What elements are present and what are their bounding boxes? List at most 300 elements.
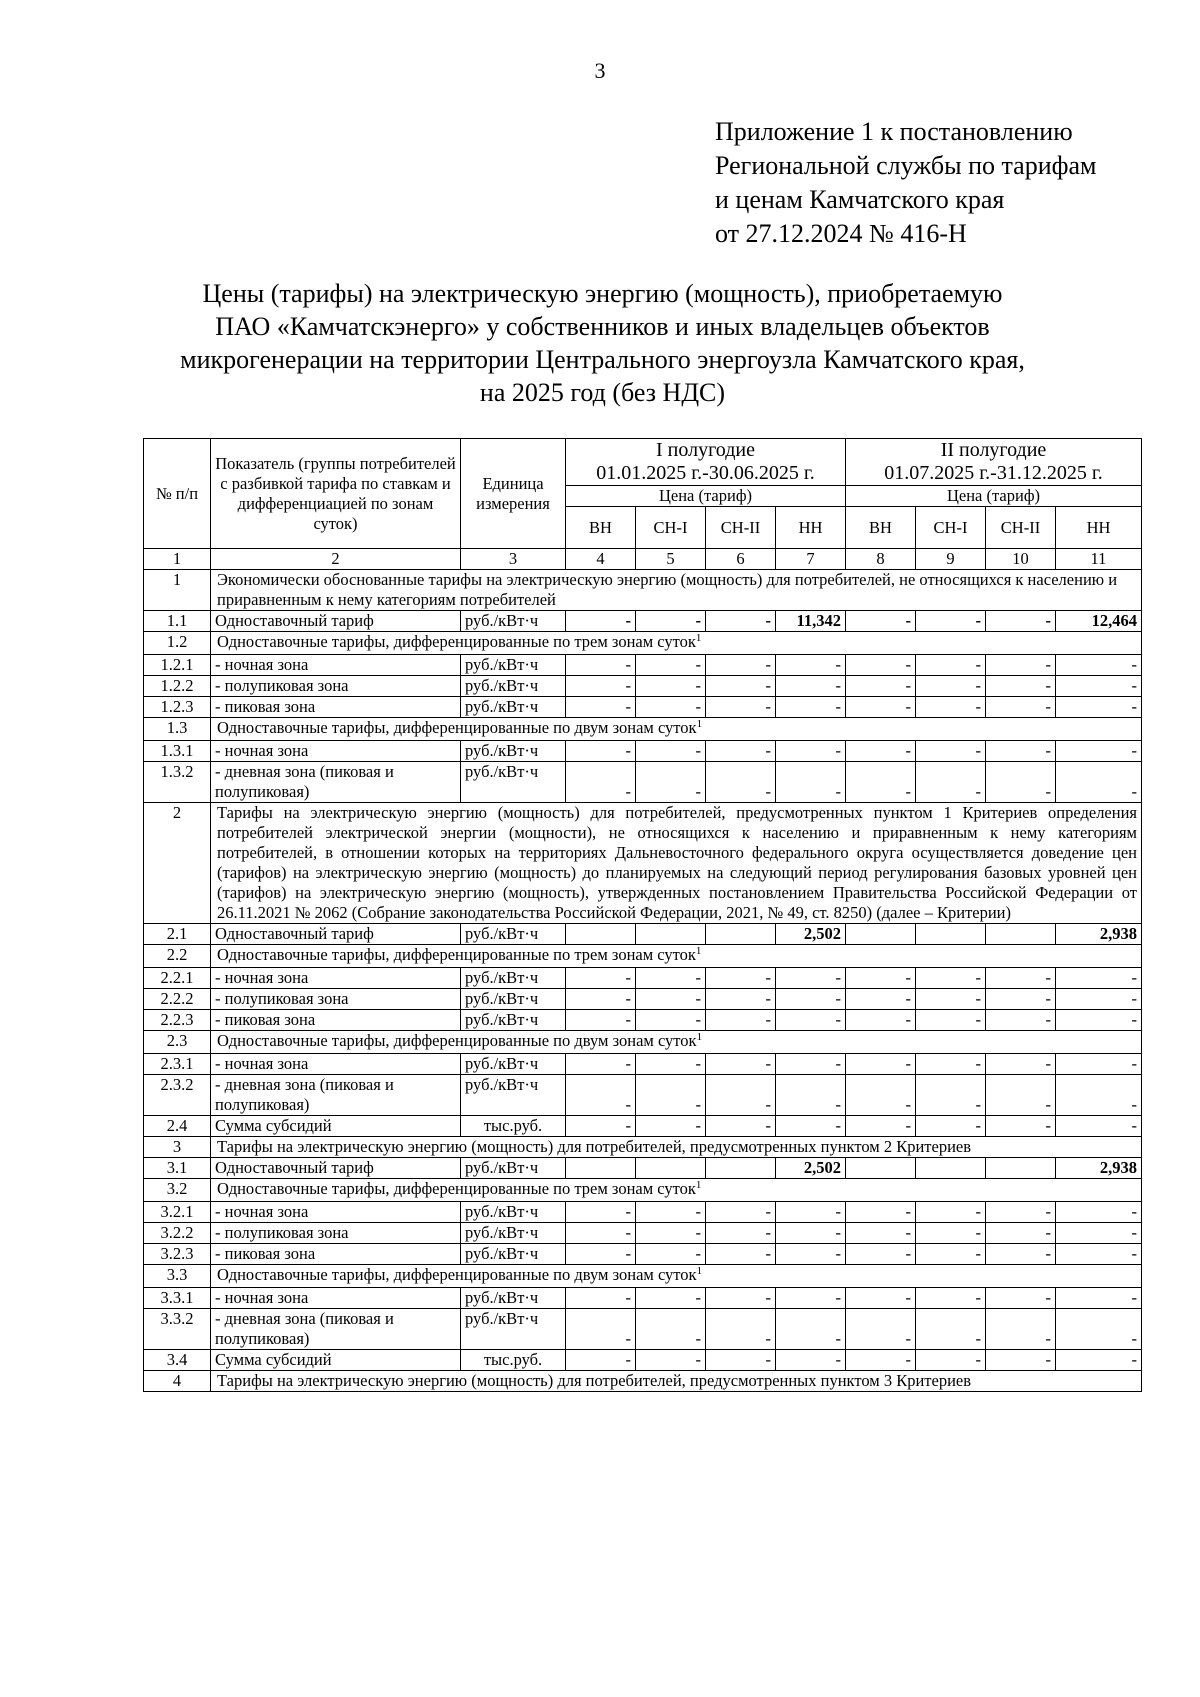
row-number: 2.2.2 (144, 989, 211, 1010)
group-title (211, 1265, 1142, 1288)
price-cell: - (706, 1202, 776, 1223)
row-unit: руб./кВт·ч (461, 1244, 566, 1265)
price-cell: - (916, 1010, 986, 1031)
row-name: Сумма субсидий (211, 1116, 461, 1137)
half2-title: II полугодие (940, 439, 1047, 461)
price-cell: - (566, 655, 636, 676)
column-index: 5 (636, 549, 706, 570)
row-name: - ночная зона (211, 968, 461, 989)
price-cell: - (1056, 1054, 1142, 1075)
row-text: Одноставочные тарифы, дифференцированные по двум зонам суток (217, 1031, 697, 1050)
price-cell: - (566, 989, 636, 1010)
document-title (140, 277, 1065, 409)
row-name: - дневная зона (пиковая и полупиковая) (211, 1309, 461, 1350)
row-unit: руб./кВт·ч (461, 1309, 566, 1350)
price-cell: - (566, 1350, 636, 1371)
price-cell: - (636, 989, 706, 1010)
table-row (144, 611, 1142, 632)
price-cell: - (566, 1244, 636, 1265)
price-cell: - (566, 1223, 636, 1244)
price-cell: - (1056, 1350, 1142, 1371)
row-number: 3.2.2 (144, 1223, 211, 1244)
row-unit: руб./кВт·ч (461, 697, 566, 718)
price-cell: - (636, 611, 706, 632)
appendix-line: Приложение 1 к постановлению (715, 117, 1073, 146)
header-half1 (566, 439, 846, 486)
column-index: 2 (211, 549, 461, 570)
title-line: на 2025 год (без НДС) (479, 378, 726, 407)
group-row (144, 1265, 1142, 1288)
price-cell: - (916, 762, 986, 803)
row-unit: тыс.руб. (461, 1350, 566, 1371)
price-cell: - (986, 1350, 1056, 1371)
price-cell: - (846, 968, 916, 989)
row-text: Тарифы на электрическую энергию (мощность) для потребителей, предусмотренных пунктом 3 Критериев (217, 1371, 972, 1390)
table-row (144, 697, 1142, 718)
table-body (144, 570, 1142, 1392)
price-cell: - (1056, 1223, 1142, 1244)
price-cell: - (636, 1350, 706, 1371)
price-cell: - (776, 968, 846, 989)
row-number: 2 (144, 803, 211, 924)
price-cell: - (706, 1116, 776, 1137)
price-cell: - (636, 1202, 706, 1223)
appendix-line: Региональной службы по тарифам (715, 151, 1097, 180)
row-text: Тарифы на электрическую энергию (мощность) для потребителей, предусмотренных пунктом 1 Критериев определения потребителей электрической энергии (мощности), не относящихся к населению и приравненным к нему категориям потребителей, в отношении которых на территориях Дальневосточного федерального округа осуществляется доведение цен (тарифов) на электрическую энергию (мощность) до планируемых на следующий период регулирования базовых уровней цен (тарифов) на электрическую энергию (мощность), утвержденных постановлением Правительства Российской Федерации от 26.11.2021 № 2062 (Собрание законодательства Российской Федерации, 2021, № 49, ст. 8250) (далее – Критерии) (217, 803, 1137, 922)
price-cell: - (916, 1116, 986, 1137)
price-cell: - (776, 1244, 846, 1265)
price-cell: - (846, 1202, 916, 1223)
section-row (144, 1371, 1142, 1392)
header-unit: Единица измерения (461, 439, 566, 549)
price-cell: - (916, 1244, 986, 1265)
price-cell: - (776, 1223, 846, 1244)
price-cell: - (706, 1054, 776, 1075)
price-cell (846, 924, 916, 945)
price-cell: - (636, 1288, 706, 1309)
title-line: Цены (тарифы) на электрическую энергию (мощность), приобретаемую (202, 279, 1003, 308)
group-row (144, 945, 1142, 968)
row-number: 1.2.2 (144, 676, 211, 697)
header-level: НН (776, 507, 846, 549)
price-cell: - (706, 989, 776, 1010)
price-cell (916, 1158, 986, 1179)
row-unit: руб./кВт·ч (461, 1223, 566, 1244)
footnote-mark: 1 (695, 1179, 702, 1191)
price-cell: - (636, 1244, 706, 1265)
price-cell: - (636, 1309, 706, 1350)
price-cell: - (986, 1054, 1056, 1075)
table-row (144, 1309, 1142, 1350)
row-number: 3.3.2 (144, 1309, 211, 1350)
footnote-mark: 1 (695, 632, 702, 644)
header-level: СН-II (706, 507, 776, 549)
row-name: - пиковая зона (211, 1244, 461, 1265)
title-line: ПАО «Камчатскэнерго» у собственников и иных владельцев объектов (215, 312, 990, 341)
appendix-reference (715, 115, 1096, 251)
price-cell: - (776, 741, 846, 762)
half1-period: 01.01.2025 г.-30.06.2025 г. (596, 462, 815, 484)
price-cell: - (636, 1116, 706, 1137)
price-cell: - (1056, 1116, 1142, 1137)
price-cell: - (636, 1223, 706, 1244)
row-number: 3 (144, 1137, 211, 1158)
price-cell: - (986, 697, 1056, 718)
price-cell: - (986, 1075, 1056, 1116)
price-cell: - (566, 1010, 636, 1031)
price-cell: - (776, 655, 846, 676)
row-number: 2.3 (144, 1031, 211, 1054)
price-cell: - (706, 762, 776, 803)
price-cell: - (1056, 697, 1142, 718)
row-name: - дневная зона (пиковая и полупиковая) (211, 1075, 461, 1116)
appendix-line: и ценам Камчатского края (715, 185, 1005, 214)
column-index: 10 (986, 549, 1056, 570)
row-number: 1.3.1 (144, 741, 211, 762)
row-name: - ночная зона (211, 1202, 461, 1223)
header-level: СН-II (986, 507, 1056, 549)
row-text: Одноставочные тарифы, дифференцированные по двум зонам суток (217, 718, 697, 737)
price-cell: - (566, 741, 636, 762)
price-cell: - (636, 1075, 706, 1116)
price-cell: - (636, 741, 706, 762)
row-unit: руб./кВт·ч (461, 676, 566, 697)
price-cell: - (566, 1075, 636, 1116)
table-row (144, 1116, 1142, 1137)
price-cell: - (916, 741, 986, 762)
row-number: 1.1 (144, 611, 211, 632)
row-number: 3.4 (144, 1350, 211, 1371)
table-row (144, 1010, 1142, 1031)
row-name: - полупиковая зона (211, 676, 461, 697)
row-text: Одноставочные тарифы, дифференцированные по трем зонам суток (217, 945, 696, 964)
price-cell: - (916, 611, 986, 632)
price-cell: - (916, 697, 986, 718)
price-cell (986, 1158, 1056, 1179)
column-index: 8 (846, 549, 916, 570)
header-level: СН-I (636, 507, 706, 549)
header-half2 (846, 439, 1142, 486)
price-cell: - (846, 697, 916, 718)
row-number: 1 (144, 570, 211, 611)
section-title (211, 570, 1142, 611)
price-cell: - (566, 676, 636, 697)
row-name: Одноставочный тариф (211, 611, 461, 632)
price-cell: - (636, 697, 706, 718)
row-number: 3.3 (144, 1265, 211, 1288)
table-row (144, 1202, 1142, 1223)
price-cell: - (636, 1054, 706, 1075)
price-cell: - (846, 741, 916, 762)
price-cell: - (776, 1202, 846, 1223)
price-cell: 2,502 (776, 1158, 846, 1179)
price-cell: - (1056, 762, 1142, 803)
table-row (144, 968, 1142, 989)
price-cell: - (986, 1244, 1056, 1265)
price-cell: - (706, 1244, 776, 1265)
table-row (144, 924, 1142, 945)
footnote-mark: 1 (696, 1031, 703, 1043)
table-row (144, 1158, 1142, 1179)
page-number: 3 (594, 58, 606, 83)
table-row (144, 741, 1142, 762)
row-text: Одноставочные тарифы, дифференцированные по двум зонам суток (217, 1265, 697, 1284)
footnote-mark: 1 (695, 945, 702, 957)
row-number: 3.2 (144, 1179, 211, 1202)
row-number: 1.2 (144, 632, 211, 655)
price-cell: - (706, 1223, 776, 1244)
price-cell: - (916, 1350, 986, 1371)
price-cell: - (916, 1223, 986, 1244)
price-cell: - (776, 1010, 846, 1031)
price-cell: - (916, 1288, 986, 1309)
row-number: 2.2 (144, 945, 211, 968)
price-cell: - (916, 655, 986, 676)
price-cell: - (776, 1350, 846, 1371)
price-cell (566, 924, 636, 945)
table-row (144, 1223, 1142, 1244)
price-cell (636, 924, 706, 945)
row-unit: тыс.руб. (461, 1116, 566, 1137)
price-cell: - (986, 611, 1056, 632)
price-cell: - (846, 1350, 916, 1371)
appendix-line: от 27.12.2024 № 416-Н (715, 219, 967, 248)
price-cell: - (706, 1309, 776, 1350)
row-number: 1.2.1 (144, 655, 211, 676)
price-cell: - (986, 1309, 1056, 1350)
row-number: 4 (144, 1371, 211, 1392)
price-cell: - (986, 1116, 1056, 1137)
price-cell: - (776, 1075, 846, 1116)
price-cell: - (776, 676, 846, 697)
price-cell: - (986, 655, 1056, 676)
price-cell: - (706, 676, 776, 697)
price-cell: - (706, 1350, 776, 1371)
price-cell: - (566, 1202, 636, 1223)
table-row (144, 1054, 1142, 1075)
price-cell: - (846, 1223, 916, 1244)
row-name: - дневная зона (пиковая и полупиковая) (211, 762, 461, 803)
price-cell: - (986, 1288, 1056, 1309)
row-unit: руб./кВт·ч (461, 1288, 566, 1309)
column-index: 3 (461, 549, 566, 570)
price-cell: - (916, 1075, 986, 1116)
price-cell: - (566, 968, 636, 989)
table-row (144, 762, 1142, 803)
section-row (144, 803, 1142, 924)
price-cell: - (846, 655, 916, 676)
price-cell: - (776, 989, 846, 1010)
group-title (211, 632, 1142, 655)
row-number: 3.2.1 (144, 1202, 211, 1223)
footnote-mark: 1 (696, 718, 703, 730)
price-cell: - (846, 676, 916, 697)
row-name: - пиковая зона (211, 1010, 461, 1031)
price-cell: - (636, 1010, 706, 1031)
price-cell: - (706, 968, 776, 989)
column-index: 6 (706, 549, 776, 570)
price-cell: - (706, 611, 776, 632)
price-cell: - (636, 968, 706, 989)
title-line: микрогенерации на территории Центрального энергоузла Камчатского края, (180, 345, 1025, 374)
group-title (211, 1179, 1142, 1202)
price-cell: - (846, 1010, 916, 1031)
group-title (211, 945, 1142, 968)
header-price-half1: Цена (тариф) (566, 486, 846, 507)
price-cell: 2,938 (1056, 1158, 1142, 1179)
price-cell: - (566, 697, 636, 718)
tariff-table (143, 438, 1142, 1392)
column-index: 4 (566, 549, 636, 570)
price-cell: - (846, 611, 916, 632)
row-number: 2.2.1 (144, 968, 211, 989)
price-cell: - (776, 1288, 846, 1309)
price-cell: - (636, 676, 706, 697)
price-cell: - (706, 741, 776, 762)
price-cell (566, 1158, 636, 1179)
price-cell: - (846, 1075, 916, 1116)
row-name: - ночная зона (211, 741, 461, 762)
row-name: - полупиковая зона (211, 1223, 461, 1244)
header-level: ВН (846, 507, 916, 549)
half1-title: I полугодие (656, 439, 755, 461)
price-cell: - (916, 968, 986, 989)
row-unit: руб./кВт·ч (461, 1158, 566, 1179)
column-index: 7 (776, 549, 846, 570)
price-cell: - (706, 697, 776, 718)
row-unit: руб./кВт·ч (461, 989, 566, 1010)
row-text: Одноставочные тарифы, дифференцированные по трем зонам суток (217, 1179, 696, 1198)
price-cell: - (776, 1116, 846, 1137)
price-cell: - (706, 1010, 776, 1031)
row-name: Одноставочный тариф (211, 924, 461, 945)
half2-period: 01.07.2025 г.-31.12.2025 г. (884, 462, 1103, 484)
row-name: Сумма субсидий (211, 1350, 461, 1371)
row-number: 2.3.1 (144, 1054, 211, 1075)
price-cell: - (986, 1223, 1056, 1244)
price-cell: - (1056, 1244, 1142, 1265)
row-name: - пиковая зона (211, 697, 461, 718)
price-cell: - (846, 1244, 916, 1265)
price-cell: - (1056, 741, 1142, 762)
row-text: Экономически обоснованные тарифы на электрическую энергию (мощность) для потребителей, не относящихся к населению и приравненным к нему категориям потребителей (217, 570, 1118, 609)
price-cell: - (916, 1309, 986, 1350)
table-row (144, 676, 1142, 697)
row-number: 3.3.1 (144, 1288, 211, 1309)
row-unit: руб./кВт·ч (461, 1010, 566, 1031)
price-cell: - (986, 676, 1056, 697)
row-number: 3.1 (144, 1158, 211, 1179)
price-cell: - (916, 989, 986, 1010)
price-cell: 2,938 (1056, 924, 1142, 945)
price-cell: - (636, 762, 706, 803)
price-cell: - (1056, 968, 1142, 989)
row-number: 2.2.3 (144, 1010, 211, 1031)
price-cell: - (566, 1054, 636, 1075)
row-unit: руб./кВт·ч (461, 1075, 566, 1116)
section-title (211, 803, 1142, 924)
section-title (211, 1137, 1142, 1158)
row-number: 2.4 (144, 1116, 211, 1137)
column-index: 11 (1056, 549, 1142, 570)
section-row (144, 570, 1142, 611)
price-cell: - (1056, 655, 1142, 676)
price-cell (916, 924, 986, 945)
section-row (144, 1137, 1142, 1158)
row-unit: руб./кВт·ч (461, 762, 566, 803)
row-name: - ночная зона (211, 1054, 461, 1075)
price-cell (986, 924, 1056, 945)
price-cell: - (776, 697, 846, 718)
price-cell: - (846, 989, 916, 1010)
group-title (211, 718, 1142, 741)
row-text: Тарифы на электрическую энергию (мощность) для потребителей, предусмотренных пунктом 2 Критериев (217, 1137, 972, 1156)
row-name: - ночная зона (211, 655, 461, 676)
price-cell: - (776, 1309, 846, 1350)
price-cell (636, 1158, 706, 1179)
column-index: 9 (916, 549, 986, 570)
row-name: Одноставочный тариф (211, 1158, 461, 1179)
price-cell: - (916, 1054, 986, 1075)
price-cell: 12,464 (1056, 611, 1142, 632)
price-cell: - (986, 741, 1056, 762)
table-row (144, 1244, 1142, 1265)
price-cell: - (846, 1288, 916, 1309)
price-cell: - (566, 1309, 636, 1350)
price-cell: - (636, 655, 706, 676)
row-number: 1.2.3 (144, 697, 211, 718)
row-unit: руб./кВт·ч (461, 741, 566, 762)
price-cell: - (846, 1309, 916, 1350)
price-cell: - (916, 1202, 986, 1223)
price-cell: 2,502 (776, 924, 846, 945)
table-row (144, 1288, 1142, 1309)
row-text: Одноставочные тарифы, дифференцированные по трем зонам суток (217, 632, 696, 651)
price-cell: - (706, 655, 776, 676)
row-number: 2.3.2 (144, 1075, 211, 1116)
table-row (144, 655, 1142, 676)
group-row (144, 1031, 1142, 1054)
row-number: 2.1 (144, 924, 211, 945)
header-num: № п/п (144, 439, 211, 549)
header-price-half2: Цена (тариф) (846, 486, 1142, 507)
row-number: 1.3 (144, 718, 211, 741)
row-unit: руб./кВт·ч (461, 1202, 566, 1223)
price-cell: - (1056, 989, 1142, 1010)
price-cell: - (986, 762, 1056, 803)
row-name: - полупиковая зона (211, 989, 461, 1010)
footnote-mark: 1 (696, 1265, 703, 1277)
section-title (211, 1371, 1142, 1392)
price-cell: - (566, 611, 636, 632)
table-row (144, 1350, 1142, 1371)
header-indicator: Показатель (группы потребителей с разбивкой тарифа по ставкам и дифференциацией по зонам суток) (211, 439, 461, 549)
header-level: СН-I (916, 507, 986, 549)
price-cell: - (846, 762, 916, 803)
row-unit: руб./кВт·ч (461, 655, 566, 676)
price-cell: - (1056, 1309, 1142, 1350)
price-cell: - (1056, 1288, 1142, 1309)
price-cell (706, 924, 776, 945)
row-unit: руб./кВт·ч (461, 968, 566, 989)
price-cell: - (1056, 1075, 1142, 1116)
price-cell: 11,342 (776, 611, 846, 632)
price-cell: - (706, 1288, 776, 1309)
price-cell: - (566, 762, 636, 803)
table-row (144, 1075, 1142, 1116)
group-row (144, 632, 1142, 655)
header-level: ВН (566, 507, 636, 549)
